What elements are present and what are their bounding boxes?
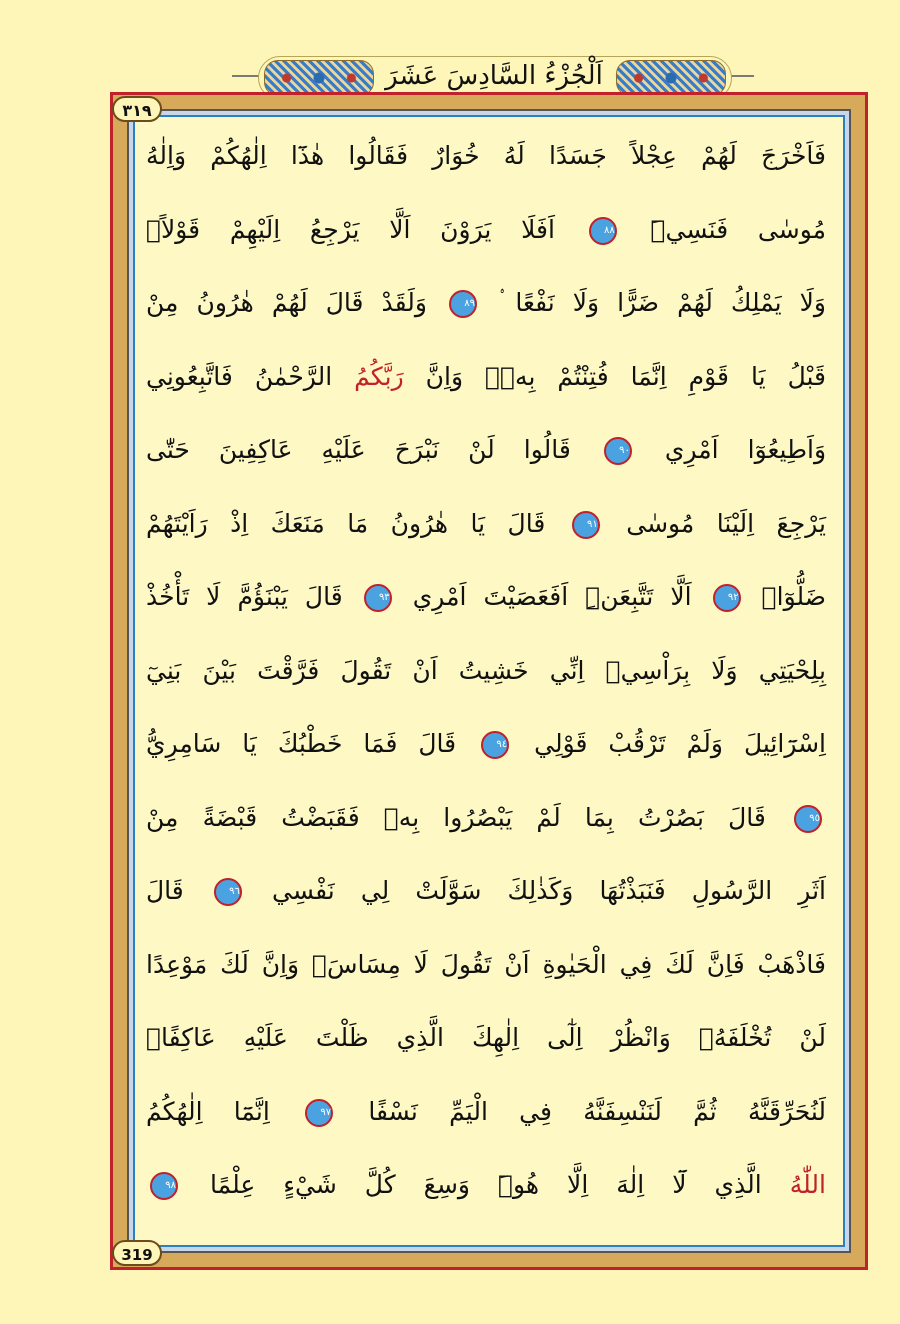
verse-text: وَلَا يَمْلِكُ لَهُمْ ضَرًّا وَلَا نَفْعًا ۟ [499,288,827,317]
verse-text: الرَّحْمٰنُ فَاتَّبِعُونِي [146,361,333,391]
text-line [146,1082,826,1162]
text-line [146,861,826,941]
verse-text: قَبْلُ يَا قَوْمِ اِنَّمَا فُتِنْتُمْ بِهٖۚ وَاِنَّ [425,361,827,391]
text-line [146,714,826,794]
verse-text: وَلَقَدْ قَالَ لَهُمْ هٰرُونُ مِنْ [146,288,427,317]
header-ornament-left [264,60,374,96]
verse-text: وَاَطِيعُوٓا اَمْرِي [664,435,827,464]
text-line [146,567,826,647]
ayah-number-marker: ٩٤ [481,731,509,759]
ayah-number-marker: ٩١ [572,511,600,539]
verse-text: اَثَرِ الرَّسُولِ فَنَبَذْتُهَا وَكَذٰلِكَ سَوَّلَتْ لِي نَفْسِي [271,876,827,905]
verse-text: يَرْجِعَ اِلَيْنَا مُوسٰى [626,508,827,538]
text-line [146,200,826,280]
text-line [146,1155,826,1235]
verse-text: فَاَخْرَجَ لَهُمْ عِجْلاً جَسَدًا لَهُ خُوَارٌ فَقَالُوا هٰذَٓا اِلٰهُكُمْ وَاِلٰهُ [146,141,826,170]
verse-text: اِنَّمَٓا اِلٰهُكُمُ [146,1096,270,1126]
verse-text: قَالَ يَا هٰرُونُ مَا مَنَعَكَ اِذْ رَاَيْتَهُمْ [146,508,546,538]
header-ornament-right [616,60,726,96]
text-line [146,788,826,868]
ayah-number-marker: ٩٣ [364,584,392,612]
page-number-latin: 319 [112,1240,162,1266]
ayah-number-marker: ٩٧ [305,1099,333,1127]
verse-text: قَالَ يَبْنَؤُمَّ لَا تَأْخُذْ [146,582,343,611]
verse-text: قَالُوا لَنْ نَبْرَحَ عَلَيْهِ عَاكِفِينَ حَتّٰى [146,435,571,464]
page-header [0,0,900,100]
text-line [146,420,826,500]
text-line [146,126,826,206]
verse-text: قَالَ [146,876,184,905]
verse-text: اَلَّا تَتَّبِعَنِۜ اَفَعَصَيْتَ اَمْرِي [412,582,692,611]
text-line [146,1008,826,1088]
text-line [146,347,826,427]
ayah-number-marker: ٩٢ [713,584,741,612]
verse-text: اِسْرَٓائِيلَ وَلَمْ تَرْقُبْ قَوْلِي [534,729,827,758]
verse-text: الَّذِي لَٓا اِلٰهَ اِلَّا هُوَۜ وَسِعَ كُلَّ شَيْءٍ عِلْمًا [210,1170,762,1199]
text-line [146,641,826,721]
verse-text: قَالَ فَمَا خَطْبُكَ يَا سَامِرِيُّ [146,729,457,758]
ayah-number-marker: ٩٨ [150,1172,178,1200]
page-number-arabic: ٣١٩ [112,96,162,122]
text-line [146,935,826,1015]
ayah-number-marker: ٨٩ [449,290,477,318]
verse-text: ضَلُّوٓاۙ [761,582,826,611]
divine-name-text: اللّٰهُ [789,1170,826,1199]
verse-text: مُوسٰى فَنَسِيَۜ [650,214,827,244]
juz-title: اَلْجُزْءُ السَّادِسَ عَشَرَ [385,61,603,91]
quran-text-body [146,126,826,1230]
verse-text: فَاذْهَبْ فَاِنَّ لَكَ فِي الْحَيٰوةِ اَنْ تَقُولَ لَا مِسَاسَۖ وَاِنَّ لَكَ مَوْعِدًا [146,949,826,979]
verse-text: قَالَ بَصُرْتُ بِمَا لَمْ يَبْصُرُوا بِهٖ فَقَبَضْتُ قَبْضَةً مِنْ [146,802,766,832]
verse-text: اَفَلَا يَرَوْنَ اَلَّا يَرْجِعُ اِلَيْهِمْ قَوْلاًۙ [146,214,555,244]
text-line [146,273,826,353]
verse-text: لَنْ تُخْلَفَهُۚ وَانْظُرْ اِلٰٓى اِلٰهِكَ الَّذِي ظَلْتَ عَلَيْهِ عَاكِفًاۜ [146,1023,826,1052]
ayah-number-marker: ٩٠ [604,437,632,465]
ayah-number-marker: ٩٦ [214,878,242,906]
text-line [146,494,826,574]
verse-text: لَنُحَرِّقَنَّهُ ثُمَّ لَنَنْسِفَنَّهُ فِي الْيَمِّ نَسْفًا [368,1096,826,1126]
ayah-number-marker: ٩٥ [794,805,822,833]
verse-text: بِلِحْيَتِي وَلَا بِرَاْسِيۚ اِنِّي خَشِيتُ اَنْ تَقُولَ فَرَّقْتَ بَيْنَ بَنِيٓ [146,655,826,685]
ayah-number-marker: ٨٨ [589,217,617,245]
divine-name-text: رَبَّكُمُ [354,361,404,391]
